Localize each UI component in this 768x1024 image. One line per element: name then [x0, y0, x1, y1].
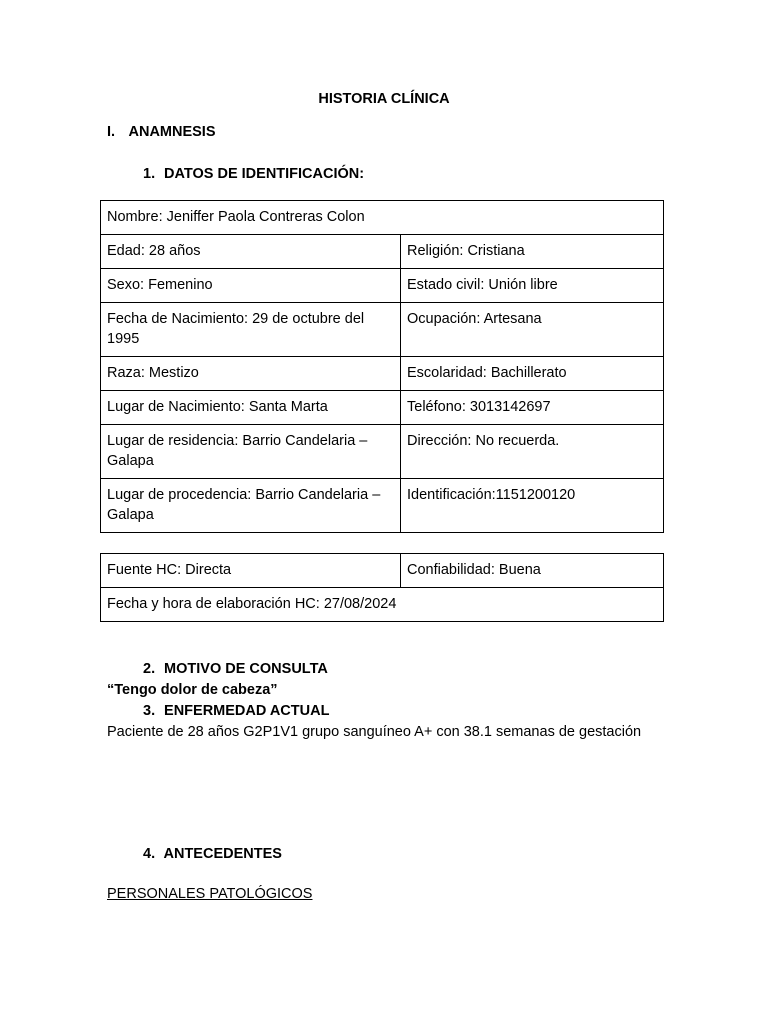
document-title: HISTORIA CLÍNICA	[318, 91, 450, 107]
motivo-quote: “Tengo dolor de cabeza”	[107, 682, 278, 698]
cell-religion: Religión: Cristiana	[401, 235, 664, 269]
enfermedad-actual-heading	[143, 703, 329, 719]
cell-direccion: Dirección: No recuerda.	[401, 425, 664, 479]
cell-estado-civil: Estado civil: Unión libre	[401, 269, 664, 303]
personales-patologicos-heading: PERSONALES PATOLÓGICOS	[107, 886, 313, 902]
subsection-number: 3.	[143, 703, 156, 719]
cell-lugar-residencia: Lugar de residencia: Barrio Candelaria – Galapa	[101, 425, 401, 479]
cell-fuente: Fuente HC: Directa	[101, 554, 401, 588]
cell-fecha-hora: Fecha y hora de elaboración HC: 27/08/2024	[101, 588, 664, 622]
cell-confiabilidad: Confiabilidad: Buena	[401, 554, 664, 588]
subsection-number: 2.	[143, 661, 156, 677]
subsection-label: ANTECEDENTES	[163, 846, 282, 862]
section-anamnesis-heading	[107, 124, 216, 140]
section-label: ANAMNESIS	[128, 124, 216, 140]
identification-table	[100, 200, 664, 533]
cell-raza: Raza: Mestizo	[101, 357, 401, 391]
source-table	[100, 553, 664, 622]
subsection-label: DATOS DE IDENTIFICACIÓN:	[164, 166, 365, 182]
datos-identificacion-heading	[143, 166, 364, 182]
enfermedad-actual-text: Paciente de 28 años G2P1V1 grupo sanguíneo A+ con 38.1 semanas de gestación	[107, 724, 642, 740]
cell-ocupacion: Ocupación: Artesana	[401, 303, 664, 357]
antecedentes-heading	[143, 846, 282, 862]
cell-fecha-nacimiento: Fecha de Nacimiento: 29 de octubre del 1995	[101, 303, 401, 357]
section-number: I.	[107, 124, 116, 140]
cell-nombre: Nombre: Jeniffer Paola Contreras Colon	[101, 201, 664, 235]
cell-identificacion: Identificación:1151200120	[401, 479, 664, 533]
subsection-label: MOTIVO DE CONSULTA	[164, 661, 328, 677]
subsection-number: 1.	[143, 166, 156, 182]
motivo-consulta-heading	[143, 661, 328, 677]
cell-edad: Edad: 28 años	[101, 235, 401, 269]
subsection-number: 4.	[143, 846, 156, 862]
cell-lugar-procedencia: Lugar de procedencia: Barrio Candelaria – Galapa	[101, 479, 401, 533]
subsection-label: ENFERMEDAD ACTUAL	[164, 703, 330, 719]
cell-telefono: Teléfono: 3013142697	[401, 391, 664, 425]
cell-escolaridad: Escolaridad: Bachillerato	[401, 357, 664, 391]
cell-sexo: Sexo: Femenino	[101, 269, 401, 303]
cell-lugar-nacimiento: Lugar de Nacimiento: Santa Marta	[101, 391, 401, 425]
